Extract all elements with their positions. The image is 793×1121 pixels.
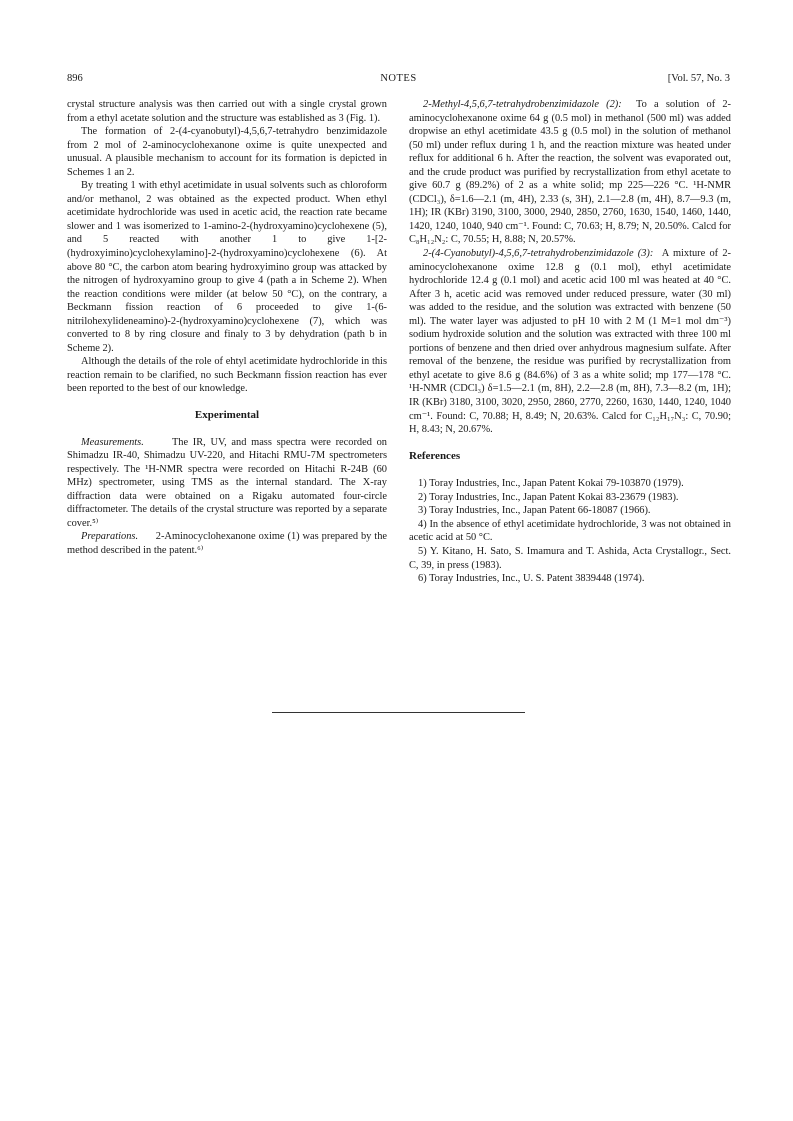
reference-item: 4) In the absence of ethyl acetimidate hydrochloride, 3 was not obtained in acetic acid at 50 °C. xyxy=(409,518,731,544)
compound-3-text: A mixture of 2-aminocyclohexanone oxime 12.8 g (0.1 mol), ethyl acetimidate hydrochloride 12.4 g (0.1 mol) and acetic acid 100 ml was heated at 40 °C. After 3 h, acetic acid was removed under reduced pressure, water (30 ml) was added to the residue, and the solution was extracted with benzene (50 ml). The water layer was adjusted to pH 10 with 2 M (1 M=1 mol dm⁻³) sodium hydroxide solution and the solution was extracted with three 100 ml portions of benzene and then dried over anhydrous magnesium sulfate. After removal of the benzene, the residue was purified by recrystallization from ethyl acetate to give 8.6 g (84.6%) of 3 as a white solid; mp 177—178 °C. ¹H-NMR (CDCl₃) δ=1.5—2.1 (m, 8H), 2.2—2.8 (m, 8H), 7.3—8.2 (m, 1H); IR (KBr) 3180, 3100, 3020, 2950, 2860, 2770, 2260, 1630, 1440, 1240, 1040 cm⁻¹. Found: C, 70.88; H, 8.49; N, 20.63%. Calcd for C₁₂H₁₇N₃: C, 70.90; H, 8.43; N, 20.67%. xyxy=(409,248,731,436)
preparations-label: Preparations. xyxy=(81,531,139,543)
reference-item: 3) Toray Industries, Inc., Japan Patent 66-18087 (1966). xyxy=(418,505,651,517)
measurements-paragraph xyxy=(67,436,387,531)
measurements-text: The IR, UV, and mass spectra were recorded on Shimadzu IR-40, Shimadzu UV-220, and Hitachi RMU-7M spectrometers respectively. The ¹H-NMR spectra were recorded on Hitachi R-24B (60 MHz) spectrometer, using TMS as the internal standard. The X-ray diffraction data were obtained on a Rigaku automated four-circle diffractometer. The details of the crystal structure was reported by a separate cover.⁵⁾ xyxy=(67,436,387,529)
reference-item: 5) Y. Kitano, H. Sato, S. Imamura and T. Ashida, Acta Crystallogr., Sect. C, 39, in press (1983). xyxy=(409,545,731,571)
page-number: 896 xyxy=(67,73,83,84)
references-heading: References xyxy=(409,449,461,462)
end-rule xyxy=(272,712,525,713)
preparations-text: 2-Aminocyclohexanone oxime (1) was prepared by the method described in the patent.⁶⁾ xyxy=(67,531,387,556)
reference-item: 2) Toray Industries, Inc., Japan Patent Kokai 83-23679 (1983). xyxy=(418,491,679,503)
compound-3-label: 2-(4-Cyanobutyl)-4,5,6,7-tetrahydrobenzimidazole (3): xyxy=(423,248,654,260)
compound-2-text: To a solution of 2-aminocyclohexanone oxime 64 g (0.5 mol) in methanol (500 ml) was added dropwise an ethyl acetimidate 43.5 g (0.5 mol) in the solution of methanol (50 ml) under reflux during 1 h, and the reaction mixture was heated under reflux for additional 6 h. After the reaction, the solvent was evaporated out, and the crude product was purified by recrystallization from ethyl acetate to give 60.7 g (89.2%) of 2 as a white solid; mp 225—226 °C. ¹H-NMR (CDCl₃), δ=1.6—2.1 (m, 4H), 2.33 (s, 3H), 2.1—2.8 (m, 4H), 8.7—9.3 (m, 1H); IR (KBr) 3190, 3100, 3000, 2940, 2850, 2760, 1630, 1540, 1460, 1440, 1420, 1240, 1040, 940 cm⁻¹. Found: C, 70.63; H, 8.79; N, 20.50%. Calcd for C₈H₁₂N₂: C, 70.55; H, 8.88; N, 20.57%. xyxy=(409,99,731,246)
reference-item: 6) Toray Industries, Inc., U. S. Patent 3839448 (1974). xyxy=(418,573,645,585)
reference-list xyxy=(409,477,731,585)
running-title: NOTES xyxy=(380,73,417,84)
experimental-heading: Experimental xyxy=(194,409,260,422)
paragraph-formation: The formation of 2-(4-cyanobutyl)-4,5,6,7-tetrahydro benzimidazole from 2 mol of 2-aminocyclohexanone oxime is quite unexpected and unusual. A plausible mechanism to account for its formation is depicted in Schemes 1 an 2. xyxy=(67,126,387,178)
right-column xyxy=(409,98,731,586)
left-column xyxy=(67,98,387,558)
paragraph-conclusion: Although the details of the role of ehtyl acetimidate hydrochloride in this reaction remain to be clarified, no such Beckmann fission reaction has ever been reported to the best of our knowledge. xyxy=(67,356,387,395)
compound-3-paragraph xyxy=(409,247,731,437)
reference-item: 1) Toray Industries, Inc., Japan Patent Kokai 79-103870 (1979). xyxy=(418,478,684,490)
compound-2-label: 2-Methyl-4,5,6,7-tetrahydrobenzimidazole (2): xyxy=(423,99,622,110)
compound-2-paragraph xyxy=(409,98,731,247)
volume-info: [Vol. 57, No. 3 xyxy=(667,73,730,84)
preparations-paragraph xyxy=(67,530,387,557)
page-header xyxy=(67,73,730,87)
measurements-label: Measurements. xyxy=(81,436,144,448)
paragraph-mechanism: By treating 1 with ethyl acetimidate in usual solvents such as chloroform and/or methanol, 2 was obtained as the expected product. When ethyl acetimidate hydrochloride was used in acetic acid, the reaction rate became slower and 1 was isomerized to 1-amino-2-(hydroxyamino)cyclohexene (5), and 5 reacted with another 1 to give 1-[2-(hydroxyimino)cyclohexylamino]-2-(hydroxyamino)cyclohexene (6). At above 80 °C, the carbon atom bearing hydroxyimino group was attacked by the nitrogen of hydroxyamino group to give 4 (path a in Scheme 2). When the reaction conditions were milder (at below 50 °C), on the contrary, a Beckmann fission reaction of 6 proceeded to give 1-(6-nitrilohexylideneamino)-2-(hydroxyamino)cyclohexene (7), which was converted to 8 by ring closure and finaly to 3 by dehydration (path b in Scheme 2). xyxy=(67,180,387,354)
paragraph-structure: crystal structure analysis was then carried out with a single crystal grown from a ethyl acetate solution and the structure was established as 3 (Fig. 1). xyxy=(67,99,387,124)
